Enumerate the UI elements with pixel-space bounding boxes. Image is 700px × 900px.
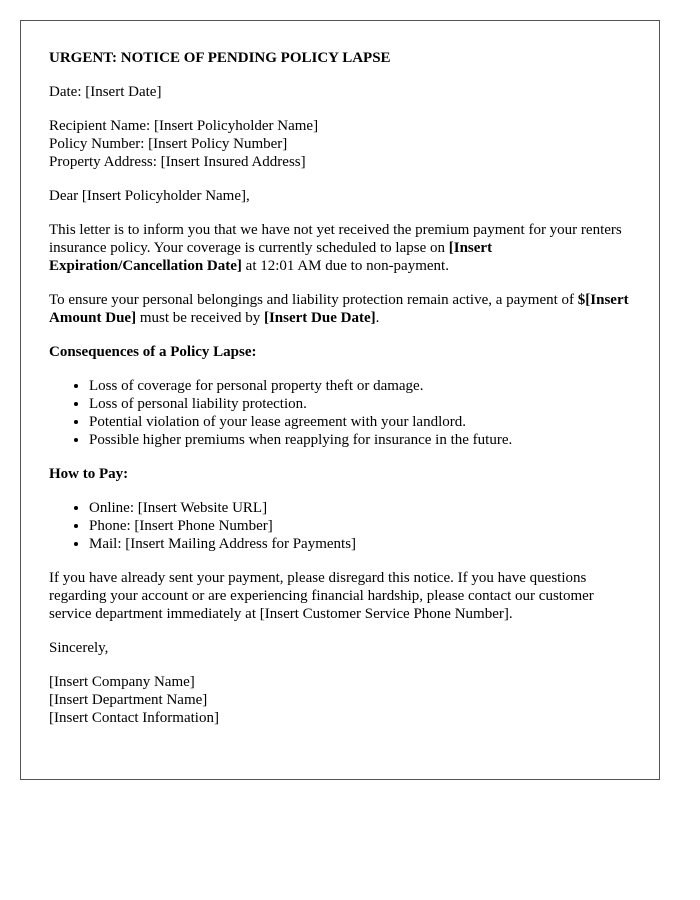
letter-document [20, 20, 660, 780]
property-address: Property Address: [Insert Insured Address] [49, 154, 306, 170]
list-item: • Mail: [Insert Mailing Address for Payments] [89, 535, 631, 553]
company-name: [Insert Company Name] [49, 674, 195, 690]
recipient-block [49, 117, 631, 171]
letter-title: URGENT: NOTICE OF PENDING POLICY LAPSE [49, 50, 391, 66]
notice-text-b: at 12:01 AM due to non-payment. [241, 258, 449, 274]
notice-text-a: This letter is to inform you that we have not yet received the premium payment for your renters insurance policy. Your coverage is currently scheduled to lapse on [49, 222, 622, 256]
list-item: • Possible higher premiums when reapplying for insurance in the future. [89, 431, 631, 449]
policy-number: Policy Number: [Insert Policy Number] [49, 136, 288, 152]
recipient-name: Recipient Name: [Insert Policyholder Name] [49, 118, 319, 134]
closing: Sincerely, [49, 640, 109, 656]
expiration-date: [Insert Expiration/Cancellation Date] [49, 240, 493, 274]
contact-information: [Insert Contact Information] [49, 710, 219, 726]
payment-paragraph [49, 291, 631, 327]
disregard-paragraph: If you have already sent your payment, please disregard this notice. If you have questions regarding your account or are experiencing financial hardship, please contact our customer service department immediately at [Insert Customer Service Phone Number]. [49, 570, 594, 622]
payment-text-a: To ensure your personal belongings and liability protection remain active, a payment of [49, 292, 578, 308]
payment-methods-list [49, 499, 631, 553]
list-item: • Phone: [Insert Phone Number] [89, 517, 631, 535]
list-item: • Potential violation of your lease agreement with your landlord. [89, 413, 631, 431]
how-to-pay-heading: How to Pay: [49, 466, 129, 482]
notice-paragraph [49, 221, 631, 275]
consequences-list [49, 377, 631, 449]
date-line: Date: [Insert Date] [49, 84, 162, 100]
list-item: • Loss of personal liability protection. [89, 395, 631, 413]
list-item: • Loss of coverage for personal property theft or damage. [89, 377, 631, 395]
consequences-heading: Consequences of a Policy Lapse: [49, 344, 257, 360]
list-item: • Online: [Insert Website URL] [89, 499, 631, 517]
amount-due: $[Insert Amount Due] [49, 292, 629, 326]
payment-text-b: must be received by [136, 310, 264, 326]
signature-block [49, 673, 631, 727]
salutation: Dear [Insert Policyholder Name], [49, 188, 250, 204]
payment-text-c: . [375, 310, 380, 326]
department-name: [Insert Department Name] [49, 692, 208, 708]
due-date: [Insert Due Date] [263, 310, 376, 326]
